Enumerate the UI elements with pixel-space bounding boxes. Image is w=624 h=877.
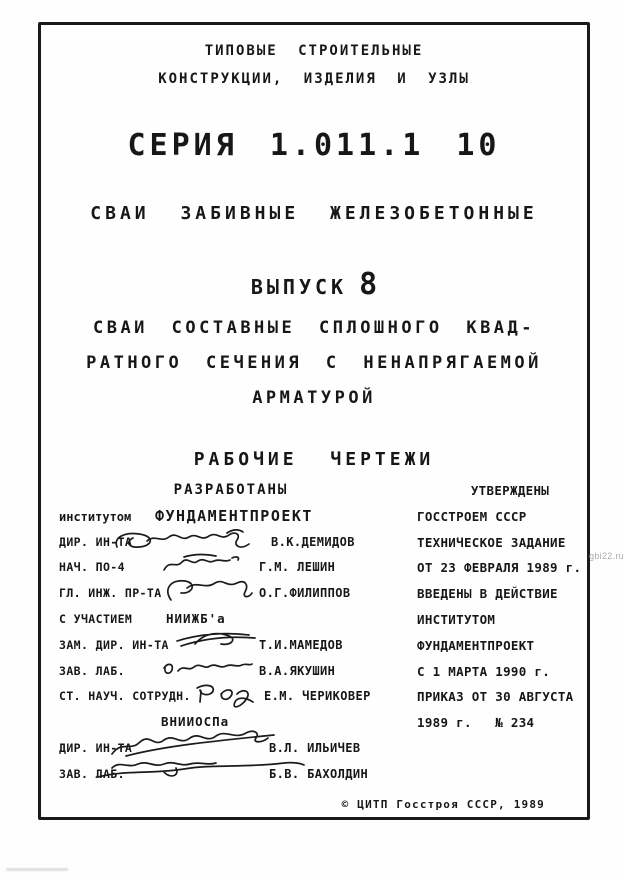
role-label: ГЛ. ИНЖ. ПР-ТА bbox=[59, 586, 162, 601]
person-name: Б.В. БАХОЛДИН bbox=[269, 766, 369, 781]
institute-label: институтом bbox=[59, 509, 132, 524]
person-name: Е.М. ЧЕРИКОВЕР bbox=[264, 689, 371, 704]
person-name: Г.М. ЛЕШИН bbox=[259, 560, 336, 575]
signature-leshin bbox=[154, 551, 244, 577]
approved-line: ОТ 23 ФЕВРАЛЯ 1989 г. bbox=[417, 560, 582, 576]
org-name: НИИЖБ'а bbox=[166, 610, 226, 626]
issue-number: 8 bbox=[359, 267, 378, 302]
role-label: НАЧ. ПО-4 bbox=[59, 560, 125, 575]
role-label: ЗАВ. ЛАБ. bbox=[59, 663, 125, 678]
developed-column bbox=[59, 478, 403, 788]
approved-line: 1989 г. № 234 bbox=[417, 715, 535, 731]
issue-desc-line-3: АРМАТУРОЙ bbox=[252, 388, 376, 408]
approved-line: ИНСТИТУТОМ bbox=[417, 611, 496, 627]
approved-heading: УТВЕРЖДЕНЫ bbox=[470, 483, 550, 498]
credits-columns bbox=[59, 478, 581, 794]
approved-column bbox=[417, 478, 603, 736]
page-border-frame bbox=[38, 22, 590, 820]
signature-mamedov bbox=[169, 625, 264, 653]
role-label: ДИР. ИН-ТА bbox=[59, 534, 133, 549]
approved-line: ВВЕДЕНЫ В ДЕЙСТВИЕ bbox=[417, 586, 558, 602]
role-label: ЗАМ. ДИР. ИН-ТА bbox=[59, 637, 169, 652]
site-watermark: gbi22.ru bbox=[589, 551, 624, 561]
person-name: В.К.ДЕМИДОВ bbox=[271, 534, 355, 549]
org-name: ВНИИОСПа bbox=[161, 714, 230, 730]
approved-line: ГОССТРОЕМ СССР bbox=[417, 508, 527, 524]
person-name: В.Л. ИЛЬИЧЕВ bbox=[269, 740, 361, 755]
person-name: Т.И.МАМЕДОВ bbox=[259, 637, 343, 652]
issue-title bbox=[41, 267, 587, 302]
issue-description bbox=[41, 311, 587, 416]
corner-smudge bbox=[6, 868, 68, 871]
signature-row bbox=[59, 684, 403, 710]
header-line-2: КОНСТРУКЦИИ, ИЗДЕЛИЯ И УЗЛЫ bbox=[158, 71, 470, 87]
approved-line: ПРИКАЗ ОТ 30 АВГУСТА bbox=[417, 689, 574, 705]
header-line-1: ТИПОВЫЕ СТРОИТЕЛЬНЫЕ bbox=[204, 43, 424, 59]
developed-heading: РАЗРАБОТАНЫ bbox=[173, 482, 289, 498]
approved-line: С 1 МАРТА 1990 г. bbox=[417, 663, 551, 679]
role-label: ЗАВ. ЛАБ. bbox=[59, 766, 125, 781]
document-header bbox=[41, 37, 587, 93]
drawings-title: РАБОЧИЕ ЧЕРТЕЖИ bbox=[193, 449, 435, 470]
signature-yakushin bbox=[154, 656, 254, 682]
issue-desc-line-2: РАТНОГО СЕЧЕНИЯ С НЕНАПРЯГАЕМОЙ bbox=[86, 353, 542, 373]
institute-name: ФУНДАМЕНТПРОЕКТ bbox=[155, 506, 313, 525]
approved-line: ТЕХНИЧЕСКОЕ ЗАДАНИЕ bbox=[417, 534, 566, 550]
signature-cherikover bbox=[187, 681, 267, 713]
subject-title: СВАИ ЗАБИВНЫЕ ЖЕЛЕЗОБЕТОННЫЕ bbox=[90, 203, 538, 224]
role-label: ДИР. ИН-ТА bbox=[59, 740, 133, 755]
role-label: С УЧАСТИЕМ bbox=[59, 611, 133, 626]
approved-line: ФУНДАМЕНТПРОЕКТ bbox=[417, 637, 535, 653]
person-name: В.А.ЯКУШИН bbox=[259, 663, 336, 678]
signature-row bbox=[59, 762, 403, 788]
issue-desc-line-1: СВАИ СОСТАВНЫЕ СПЛОШНОГО КВАД- bbox=[92, 318, 536, 338]
series-title: СЕРИЯ 1.011.1 10 bbox=[127, 128, 501, 163]
signature-row bbox=[59, 581, 403, 607]
person-name: О.Г.ФИЛИППОВ bbox=[259, 586, 351, 601]
signature-filippov bbox=[159, 575, 254, 605]
copyright-notice: © ЦИТП Госстроя СССР, 1989 bbox=[341, 798, 545, 811]
issue-label: ВЫПУСК bbox=[250, 275, 348, 299]
role-label: СТ. НАУЧ. СОТРУДН. bbox=[59, 689, 191, 704]
